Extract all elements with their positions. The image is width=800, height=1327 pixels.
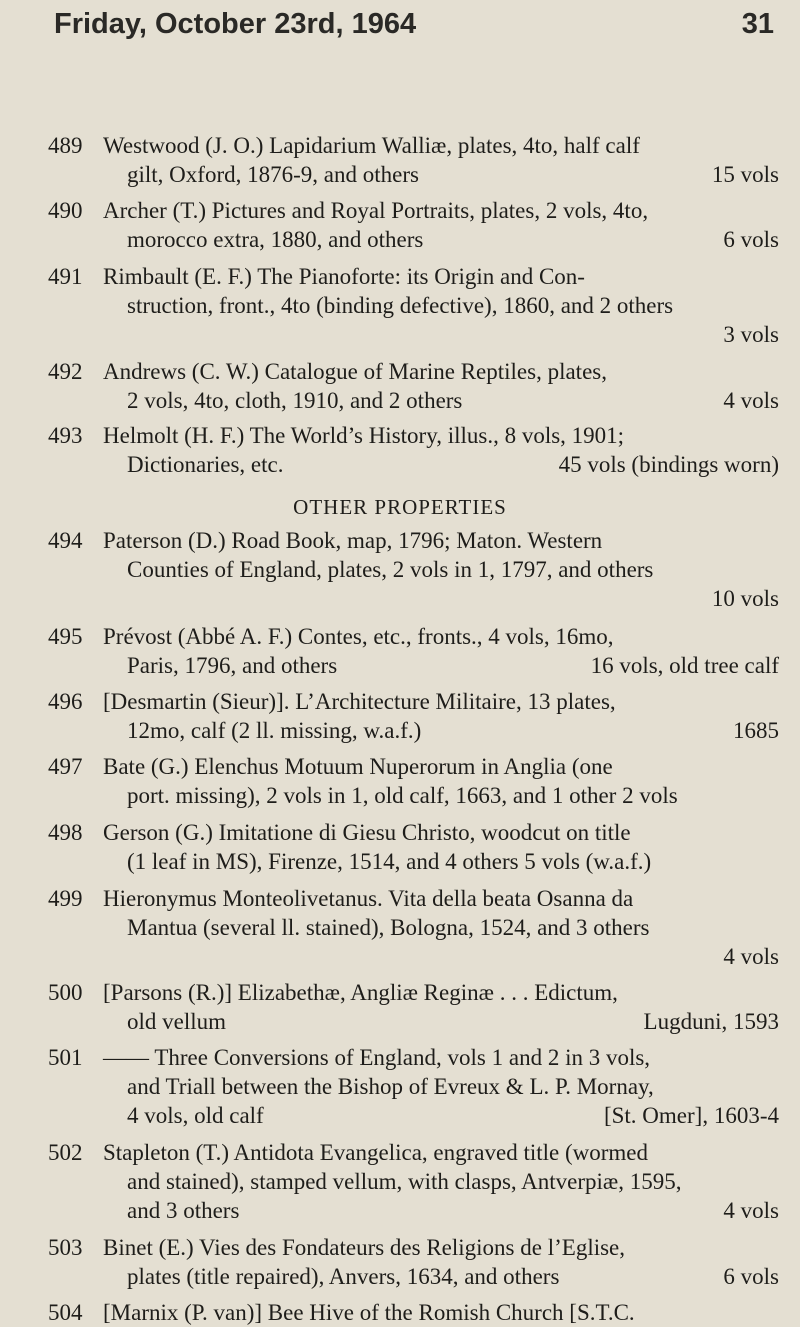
lot-quantity: 15 vols xyxy=(711,162,779,187)
lot-number: 503 xyxy=(48,1235,83,1260)
lot-line: Dictionaries, etc. xyxy=(127,452,284,477)
lot-line: Stapleton (T.) Antidota Evangelica, engraved title (wormed xyxy=(103,1140,649,1165)
lot-quantity: [St. Omer], 1603-4 xyxy=(603,1103,779,1128)
lot-number: 498 xyxy=(48,820,83,845)
lot-number: 493 xyxy=(48,423,83,448)
lot-quantity: 6 vols xyxy=(723,227,779,252)
lot-quantity: 4 vols xyxy=(723,1198,779,1223)
lot-line: Hieronymus Monteolivetanus. Vita della beata Osanna da xyxy=(103,886,634,911)
lot-quantity: 6 vols xyxy=(723,1264,779,1289)
lot-line: 4 vols, old calf xyxy=(127,1103,264,1128)
lot-quantity: 4 vols xyxy=(723,388,779,413)
lot-line: morocco extra, 1880, and others xyxy=(127,227,424,252)
lot-quantity: 3 vols xyxy=(723,322,779,347)
lot-line: Westwood (J. O.) Lapidarium Walliæ, plates, 4to, half calf xyxy=(103,133,640,158)
page-number: 31 xyxy=(741,8,774,40)
lot-number: 489 xyxy=(48,133,83,158)
lot-number: 490 xyxy=(48,198,83,223)
lot-number: 499 xyxy=(48,886,83,911)
lot-number: 494 xyxy=(48,528,83,553)
lot-line: Mantua (several ll. stained), Bologna, 1524, and 3 others xyxy=(127,915,650,940)
page-header xyxy=(54,8,774,41)
lot-line: 12mo, calf (2 ll. missing, w.a.f.) xyxy=(127,718,422,743)
section-title: OTHER PROPERTIES xyxy=(293,495,507,519)
lot-line: plates (title repaired), Anvers, 1634, and others xyxy=(127,1264,560,1289)
lot-line: Paris, 1796, and others xyxy=(127,653,338,678)
lot-number: 500 xyxy=(48,980,83,1005)
lot-line: Paterson (D.) Road Book, map, 1796; Maton. Western xyxy=(103,528,603,553)
lot-line: Gerson (G.) Imitatione di Giesu Christo, woodcut on title xyxy=(103,820,631,845)
lot-line: struction, front., 4to (binding defective), 1860, and 2 others xyxy=(127,293,674,318)
lot-line: [Marnix (P. van)] Bee Hive of the Romish Church [S.T.C. xyxy=(103,1300,635,1325)
lot-line: Prévost (Abbé A. F.) Contes, etc., fronts., 4 vols, 16mo, xyxy=(103,624,614,649)
lot-quantity: 16 vols, old tree calf xyxy=(590,653,779,678)
lot-quantity: 1685 xyxy=(733,718,779,743)
lot-line: 2 vols, 4to, cloth, 1910, and 2 others xyxy=(127,388,463,413)
lot-line: old vellum xyxy=(127,1009,227,1034)
lot-line: Rimbault (E. F.) The Pianoforte: its Origin and Con- xyxy=(103,264,585,289)
lot-line: Andrews (C. W.) Catalogue of Marine Reptiles, plates, xyxy=(103,359,607,384)
lot-line: Binet (E.) Vies des Fondateurs des Religions de l’Eglise, xyxy=(103,1235,626,1260)
lot-line: —— Three Conversions of England, vols 1 and 2 in 3 vols, xyxy=(103,1045,651,1070)
lot-line: Counties of England, plates, 2 vols in 1, 1797, and others xyxy=(127,557,654,582)
lot-line: Bate (G.) Elenchus Motuum Nuperorum in Anglia (one xyxy=(103,754,613,779)
lot-number: 502 xyxy=(48,1140,83,1165)
lot-number: 497 xyxy=(48,754,83,779)
lot-line: gilt, Oxford, 1876-9, and others xyxy=(127,162,419,187)
lot-line: and Triall between the Bishop of Evreux & L. P. Mornay, xyxy=(127,1074,654,1099)
lot-number: 492 xyxy=(48,359,83,384)
lot-line: Archer (T.) Pictures and Royal Portraits, plates, 2 vols, 4to, xyxy=(103,198,649,223)
lot-number: 491 xyxy=(48,264,83,289)
lot-quantity: 45 vols (bindings worn) xyxy=(558,452,779,477)
lot-quantity: Lugduni, 1593 xyxy=(643,1009,779,1034)
lot-quantity: 10 vols xyxy=(711,586,779,611)
lot-line: [Desmartin (Sieur)]. L’Architecture Militaire, 13 plates, xyxy=(103,689,616,714)
lot-line: and stained), stamped vellum, with clasps, Antverpiæ, 1595, xyxy=(127,1169,682,1194)
lot-line: [Parsons (R.)] Elizabethæ, Angliæ Reginæ . . . Edictum, xyxy=(103,980,618,1005)
lot-line: (1 leaf in MS), Firenze, 1514, and 4 others 5 vols (w.a.f.) xyxy=(127,849,652,874)
lot-number: 495 xyxy=(48,624,83,649)
lot-number: 496 xyxy=(48,689,83,714)
header-date: Friday, October 23rd, 1964 xyxy=(54,8,417,40)
lot-number: 501 xyxy=(48,1045,83,1070)
lot-line: port. missing), 2 vols in 1, old calf, 1663, and 1 other 2 vols xyxy=(127,783,678,808)
lot-line: and 3 others xyxy=(127,1198,240,1223)
lot-line: Helmolt (H. F.) The World’s History, illus., 8 vols, 1901; xyxy=(103,423,625,448)
lot-quantity: 4 vols xyxy=(723,944,779,969)
lot-number: 504 xyxy=(48,1300,83,1325)
